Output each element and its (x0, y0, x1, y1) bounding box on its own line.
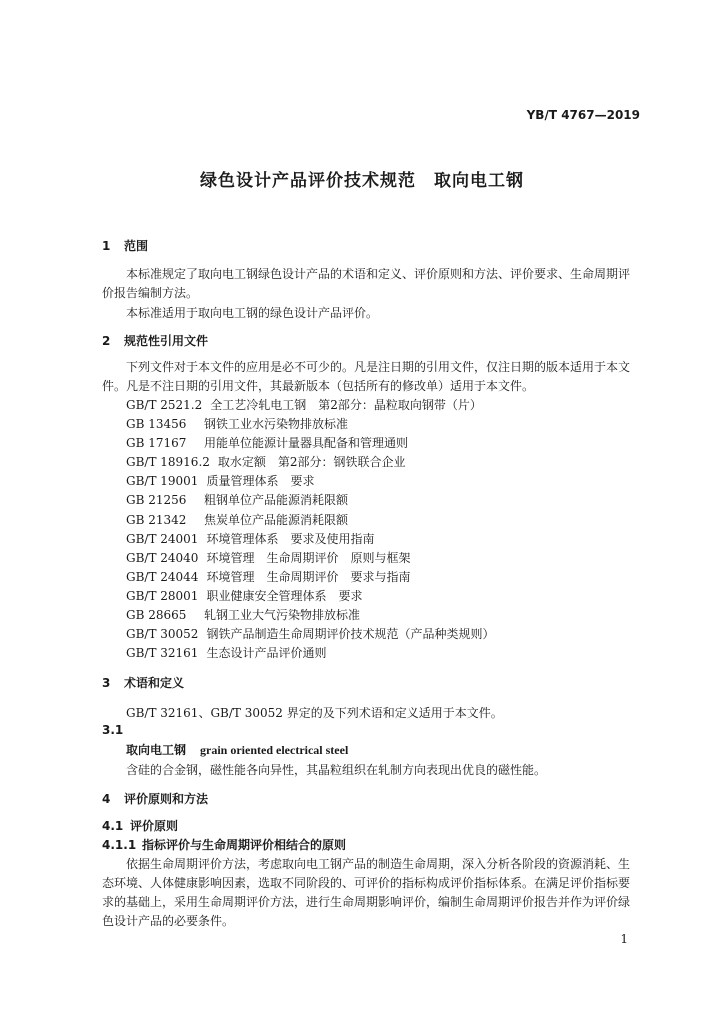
reference-code: GB 21342 (126, 512, 187, 527)
section-title: 范围 (124, 239, 149, 253)
section-number: 2 (102, 334, 111, 348)
reference-code: GB/T 19001 (126, 474, 199, 489)
reference-code: GB 17167 (126, 436, 187, 451)
reference-title: 全工艺冷轧电工钢 第2部分：晶粒取向钢带（片） (210, 398, 482, 412)
reference-code: GB/T 28001 (126, 588, 199, 603)
reference-title: 钢铁工业水污染物排放标准 (204, 417, 349, 432)
reference-item (126, 606, 494, 625)
reference-title: 质量管理体系 要求 (206, 474, 315, 489)
reference-code: GB/T 24040 (126, 550, 199, 565)
reference-title: 轧钢工业大气污染物排放标准 (204, 608, 361, 623)
section-1-paragraph-2: 本标准适用于取向电工钢的绿色设计产品评价。 (126, 306, 379, 320)
reference-item (126, 644, 494, 663)
reference-title: 生态设计产品评价通则 (206, 646, 327, 661)
reference-code: GB/T 2521.2 (126, 398, 203, 412)
reference-code: GB 28665 (126, 608, 187, 623)
term-english: grain oriented electrical steel (200, 743, 349, 757)
reference-title: 用能单位能源计量器具配备和管理通则 (204, 436, 409, 451)
reference-code: GB/T 18916.2 (126, 455, 210, 470)
section-number: 1 (102, 239, 111, 253)
reference-item (126, 587, 494, 606)
reference-item (126, 415, 494, 434)
subsection-number: 4.1 (102, 819, 124, 833)
reference-code: GB/T 32161 (126, 646, 199, 661)
reference-title: 钢铁产品制造生命周期评价技术规范（产品种类规则） (206, 627, 495, 642)
section-title: 评价原则和方法 (124, 792, 209, 806)
reference-item (126, 491, 494, 510)
section-1-paragraph-1: 本标准规定了取向电工钢绿色设计产品的术语和定义、评价原则和方法、评价要求、生命周期评价报告编制方法。 (102, 267, 631, 300)
reference-item (126, 453, 494, 472)
subsection-title: 指标评价与生命周期评价相结合的原则 (142, 838, 347, 852)
term-entry (126, 741, 348, 758)
reference-item (126, 568, 494, 587)
reference-title: 环境管理 生命周期评价 要求与指南 (206, 569, 411, 584)
reference-title: 职业健康安全管理体系 要求 (206, 588, 363, 603)
reference-code: GB/T 24001 (126, 531, 199, 546)
section-3-heading (102, 674, 184, 691)
subsection-4-1-heading (102, 817, 178, 834)
reference-title: 焦炭单位产品能源消耗限额 (204, 512, 349, 527)
section-number: 4 (102, 792, 111, 806)
reference-item (126, 549, 494, 568)
reference-item (126, 530, 494, 549)
section-4-heading (102, 790, 208, 807)
section-1-heading (102, 237, 148, 254)
term-definition: 含硅的合金钢，磁性能各向异性，其晶粒组织在轧制方向表现出优良的磁性能。 (126, 763, 547, 777)
reference-title: 环境管理 生命周期评价 原则与框架 (206, 550, 411, 565)
document-title: 绿色设计产品评价技术规范 取向电工钢 (200, 171, 524, 191)
section-4-paragraph: 依据生命周期评价方法，考虑取向电工钢产品的制造生命周期，深入分析各阶段的资源消耗、生态环境、人体健康影响因素，选取不同阶段的、可评价的指标构成评价指标体系。在满足评价指标要求的基础上，采用生命周期评价方法，进行生命周期影响评价，编制生命周期评价报告并作为评价绿色设计产品的必要条件。 (102, 857, 631, 928)
section-2-intro: 下列文件对于本文件的应用是必不可少的。凡是注日期的引用文件，仅注日期的版本适用于本文件。凡是不注日期的引用文件，其最新版本（包括所有的修改单）适用于本文件。 (102, 360, 631, 393)
subsection-title: 评价原则 (130, 819, 179, 833)
section-title: 术语和定义 (124, 676, 185, 690)
standard-code: YB/T 4767—2019 (526, 108, 640, 122)
subsection-number: 4.1.1 (102, 838, 137, 852)
section-2-heading (102, 332, 208, 349)
subsection-4-1-1-heading (102, 836, 346, 853)
reference-title: 环境管理体系 要求及使用指南 (206, 531, 375, 546)
section-title: 规范性引用文件 (124, 334, 209, 348)
reference-code: GB 21256 (126, 493, 187, 508)
reference-item (126, 472, 494, 491)
reference-code: GB 13456 (126, 417, 187, 432)
normative-references-list (126, 396, 494, 663)
reference-title: 粗钢单位产品能源消耗限额 (204, 493, 349, 508)
reference-title: 取水定额 第2部分：钢铁联合企业 (217, 455, 406, 470)
section-number: 3 (102, 676, 111, 690)
page-number: 1 (620, 932, 628, 946)
term-number: 3.1 (102, 723, 124, 737)
reference-item (126, 434, 494, 453)
reference-item (126, 625, 494, 644)
reference-item (126, 511, 494, 530)
reference-item (126, 396, 494, 415)
term-chinese: 取向电工钢 (126, 743, 187, 757)
reference-code: GB/T 30052 (126, 627, 199, 642)
section-3-intro: GB/T 32161、GB/T 30052 界定的及下列术语和定义适用于本文件。 (126, 706, 503, 720)
reference-code: GB/T 24044 (126, 569, 199, 584)
